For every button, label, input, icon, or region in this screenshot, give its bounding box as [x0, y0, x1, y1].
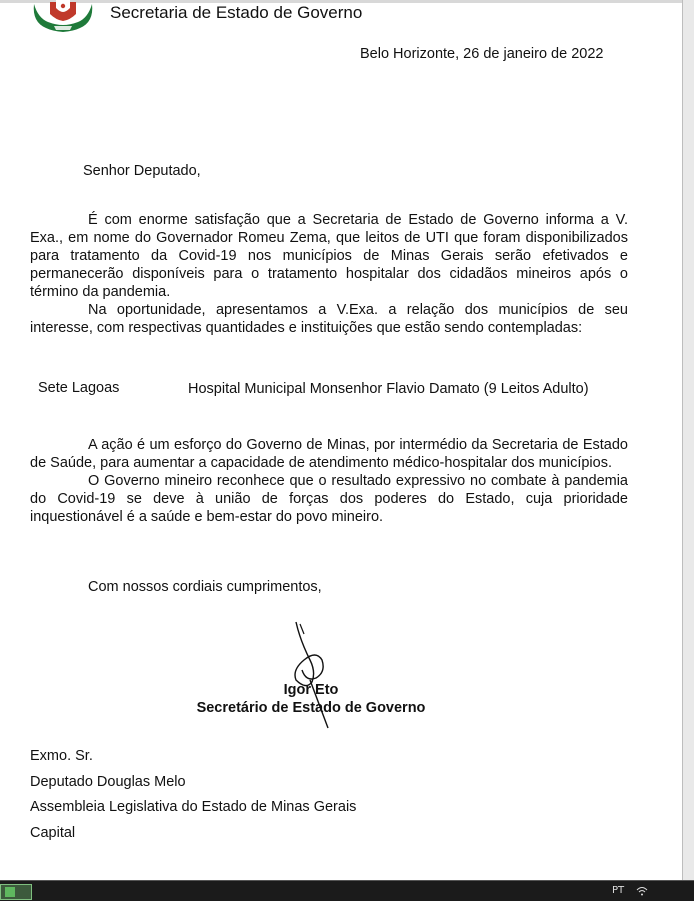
- paragraph: É com enorme satisfação que a Secretaria de Estado de Governo informa a V. Exa., em nome do Governador Romeu Zema, que leitos de UTI que foram disponibilizados para tratamento da Covid-19 nos municípios de Minas Gerais serão efetivados e permanecerão disponíveis para o tratamento hospitalar dos cidadãos mineiros após o término da pandemia.: [30, 212, 628, 300]
- recipient-line: Deputado Douglas Melo: [30, 774, 186, 790]
- paragraph: A ação é um esforço do Governo de Minas, por intermédio da Secretaria de Estado de Saúde, para aumentar a capacidade de atendimento médico-hospitalar dos municípios.: [30, 437, 628, 471]
- taskbar-app-button[interactable]: [0, 884, 32, 900]
- app-icon: [5, 887, 15, 897]
- language-indicator[interactable]: PT: [612, 885, 625, 896]
- signer-name: Igor Eto: [283, 682, 339, 698]
- allocation-institution: Hospital Municipal Monsenhor Flavio Damato (9 Leitos Adulto): [188, 381, 589, 397]
- network-icon[interactable]: [636, 886, 648, 896]
- recipient-line: Exmo. Sr.: [30, 748, 93, 764]
- letter-date: Belo Horizonte, 26 de janeiro de 2022: [360, 46, 604, 62]
- minas-gerais-crest-icon: [30, 0, 96, 34]
- salutation: Senhor Deputado,: [83, 163, 201, 179]
- header-title: Secretaria de Estado de Governo: [110, 3, 363, 22]
- signer-role: Secretário de Estado de Governo: [196, 700, 426, 716]
- paragraph: Na oportunidade, apresentamos a V.Exa. a relação dos municípios de seu interesse, com respectivas quantidades e instituições que estão sendo contempladas:: [30, 302, 628, 336]
- recipient-line: Capital: [30, 825, 76, 841]
- allocation-municipality: Sete Lagoas: [38, 380, 120, 396]
- closing-line: Com nossos cordiais cumprimentos,: [88, 579, 322, 595]
- body-block-outro: [30, 436, 628, 526]
- recipient-line: Assembleia Legislativa do Estado de Minas Gerais: [30, 799, 357, 815]
- taskbar: [0, 880, 694, 901]
- viewer-scrollbar[interactable]: [682, 0, 694, 880]
- paragraph: O Governo mineiro reconhece que o resultado expressivo no combate à pandemia do Covid-19 se deve à união de forças dos poderes do Estado, cuja prioridade inquestionável é a saúde e bem-estar do povo mineiro.: [30, 473, 628, 525]
- body-block-intro: [30, 211, 628, 337]
